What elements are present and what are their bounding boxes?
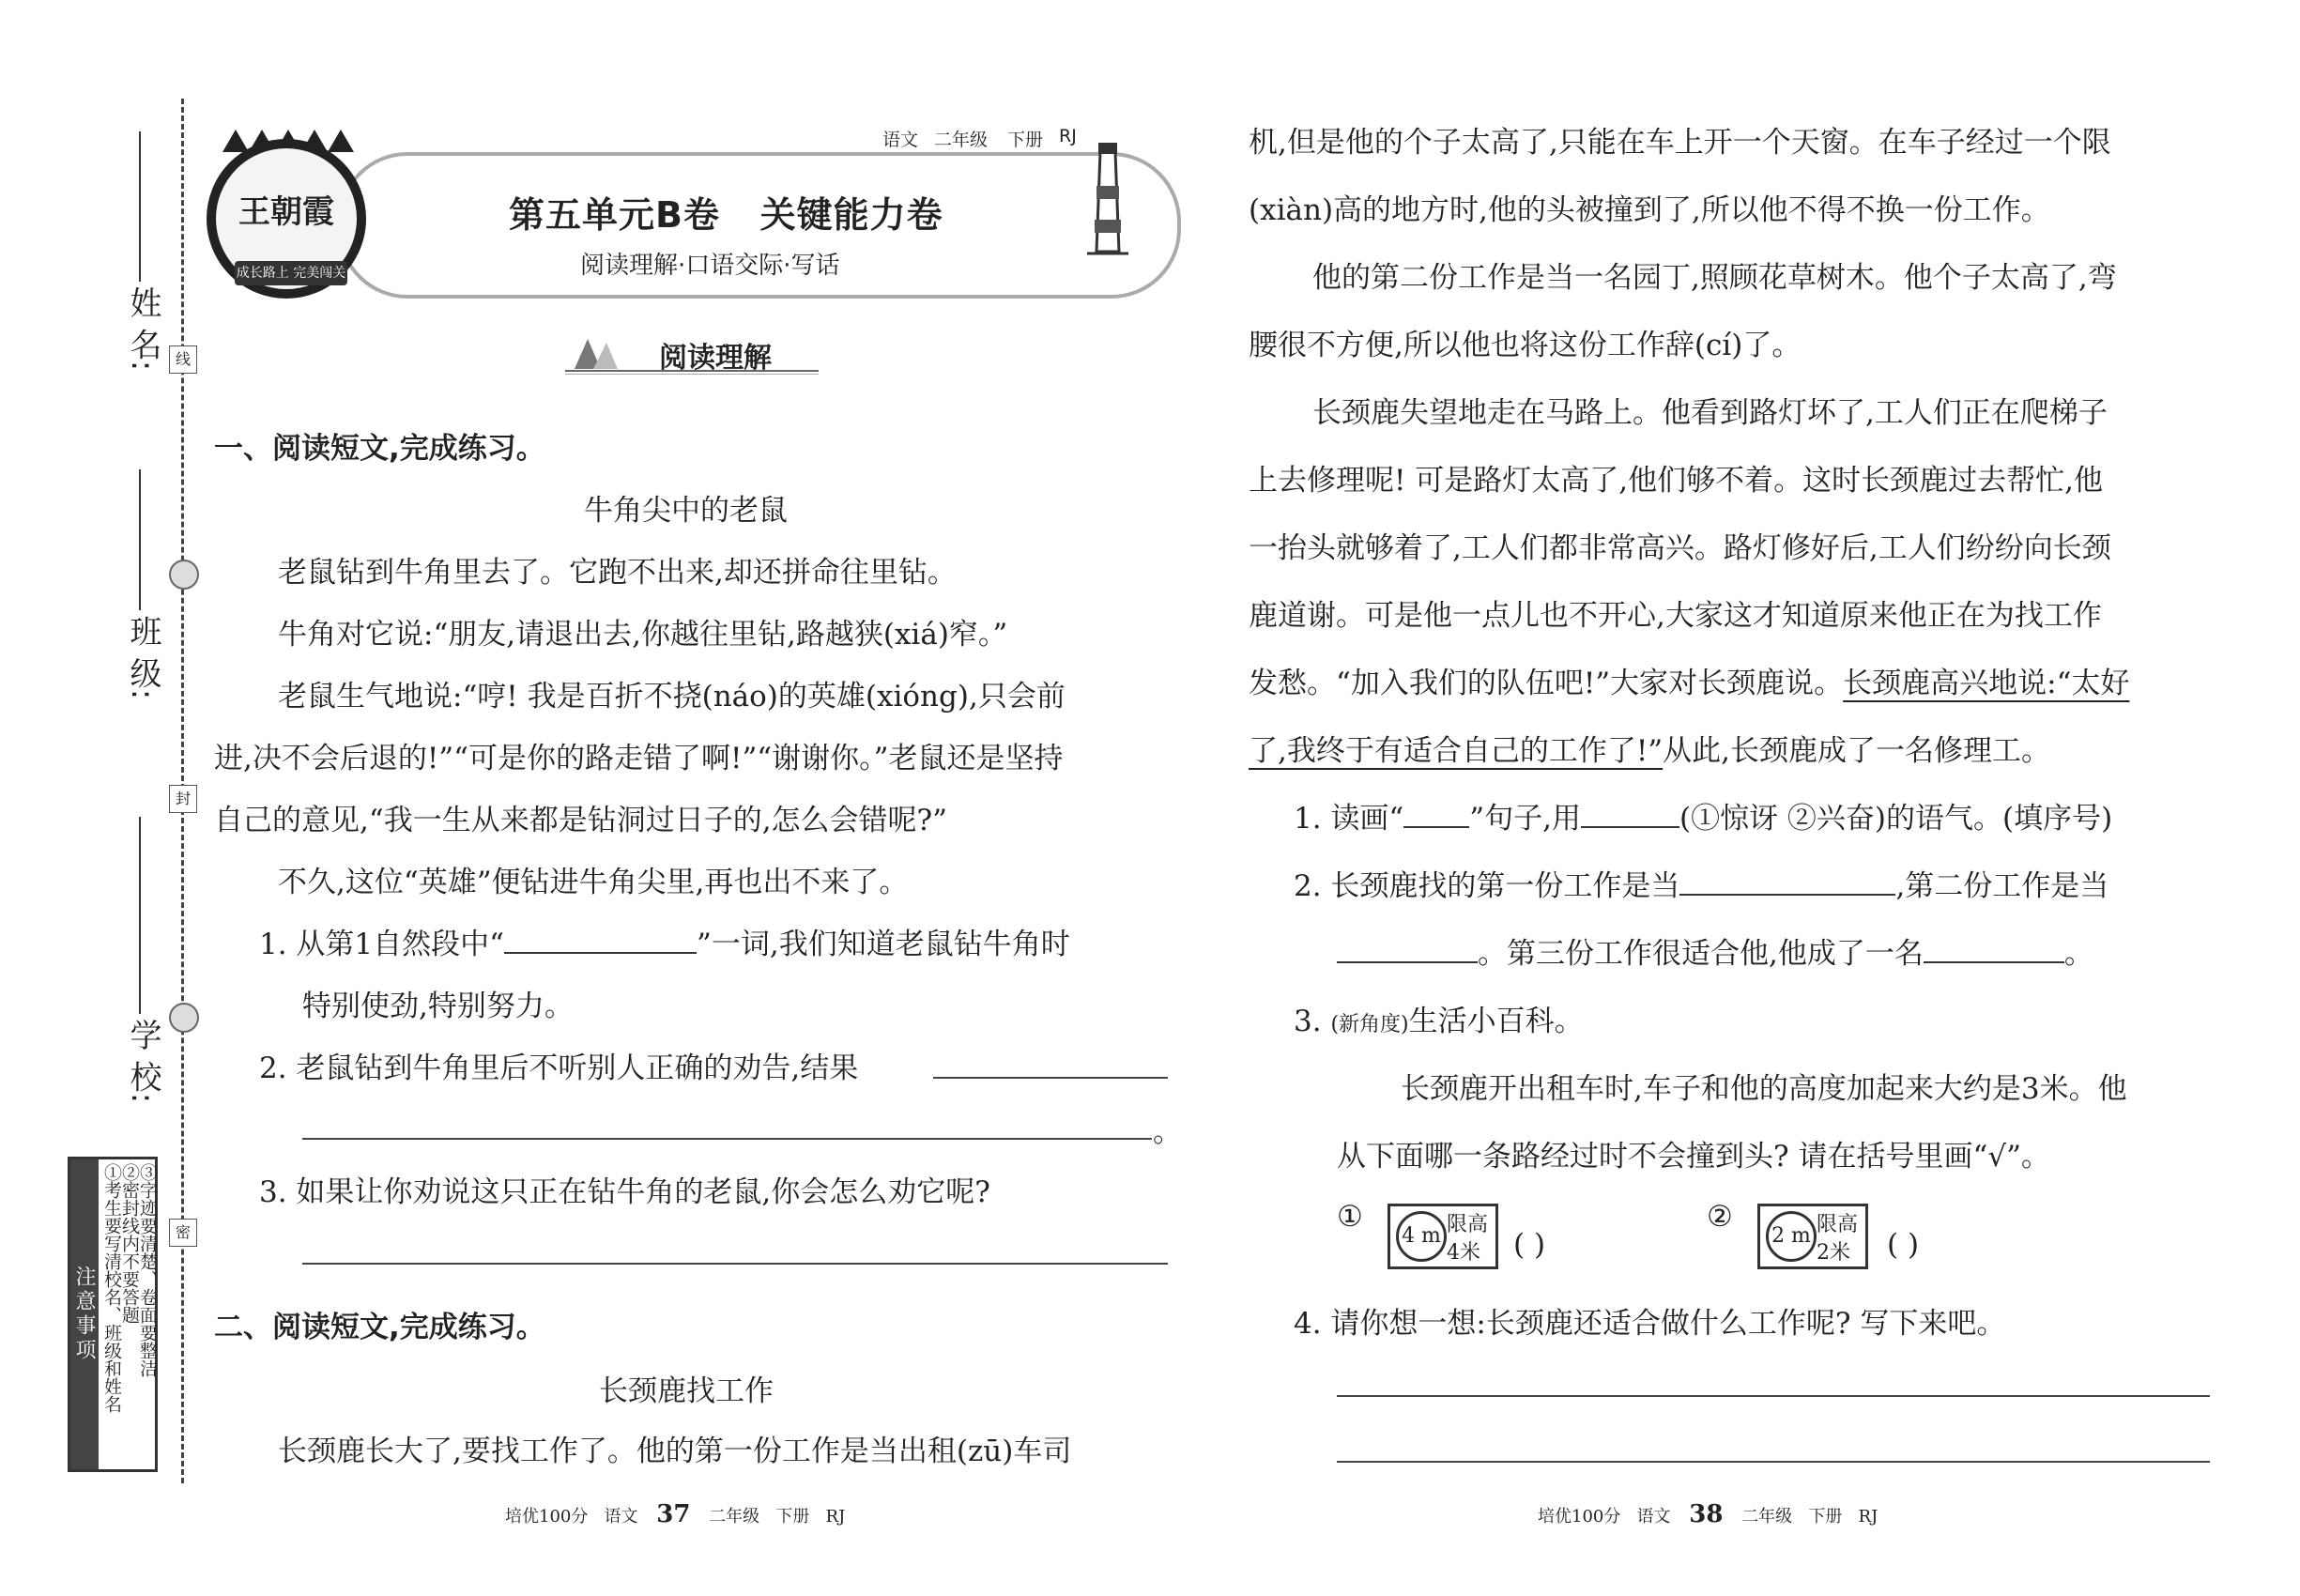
notice-box	[68, 1157, 158, 1472]
r-question-2-cont	[1337, 929, 2093, 972]
class-label: 班 级:	[124, 615, 161, 700]
sign-label: 限高	[1447, 1213, 1489, 1236]
story2-line: 他的第二份工作是当一名园丁,照顾花草树木。他个子太高了,弯	[1312, 261, 2117, 295]
page-number: 38	[1689, 1500, 1724, 1528]
underlined-sentence: 了,我终于有适合自己的工作了!”	[1249, 734, 1664, 768]
r-question-4: 4. 请你想一想:长颈鹿还适合做什么工作呢? 写下来吧。	[1294, 1307, 2006, 1341]
story2-line: 长颈鹿失望地走在马路上。他看到路灯坏了,工人们正在爬梯子	[1312, 396, 2108, 430]
notice-line: ②密封线内不要答题	[119, 1163, 140, 1324]
q3-tag: (新角度)	[1330, 1013, 1409, 1036]
answer-blank[interactable]	[1581, 798, 1679, 828]
logo-text: 王朝霞	[238, 193, 334, 231]
name-line	[139, 131, 141, 282]
sign-circle: 2 m	[1766, 1211, 1817, 1262]
r-question-2	[1294, 862, 2108, 904]
question-2-end: 。	[1153, 1115, 1182, 1149]
story1-line: 老鼠生气地说:“哼! 我是百折不挠(náo)的英雄(xióng),只会前	[278, 680, 1066, 714]
r-question-2-text: 2. 长颈鹿找的第一份工作是当	[1294, 869, 1680, 903]
footer-text: 培优100分 语文	[1538, 1507, 1671, 1527]
name-label: 姓 名:	[124, 286, 161, 372]
q3-paragraph: 长颈鹿开出租车时,车子和他的高度加起来大约是3米。他	[1401, 1072, 2127, 1106]
question-1-text: 1. 从第1自然段中“	[259, 928, 505, 961]
notice-title: 注意事项	[70, 1159, 99, 1469]
question-3: 3. 如果让你劝说这只正在钻牛角的老鼠,你会怎么劝它呢?	[259, 1175, 990, 1209]
sign-label: 限高	[1817, 1213, 1859, 1236]
meta-edition: RJ	[1059, 126, 1077, 146]
height-limit-sign-4m	[1388, 1204, 1498, 1269]
banner-reading: 阅读理解	[659, 342, 772, 375]
answer-blank[interactable]	[504, 924, 697, 954]
option-1-number: ①	[1337, 1200, 1363, 1234]
story1-title: 牛角尖中的老鼠	[584, 494, 788, 528]
r-question-1-text: (①惊讶 ②兴奋)的语气。(填序号)	[1679, 802, 2113, 836]
story1-line: 不久,这位“英雄”便钻进牛角尖里,再也出不来了。	[278, 866, 909, 899]
q3-paragraph: 从下面哪一条路经过时不会撞到头? 请在括号里画“√”。	[1337, 1140, 2050, 1174]
height-limit-sign-2m	[1757, 1204, 1868, 1269]
seal-mark-xian: 线	[169, 345, 197, 374]
question-1-cont: 特别使劲,特别努力。	[302, 990, 574, 1023]
footer-right	[1538, 1500, 1878, 1528]
underlined-sentence: 长颈鹿高兴地说:“太好	[1843, 667, 2130, 700]
answer-line[interactable]	[933, 1077, 1168, 1079]
footer-text: 二年级 下册 RJ	[709, 1507, 846, 1527]
answer-line[interactable]	[1337, 1461, 2210, 1463]
r-question-2-text: 。第三份工作很适合他,他成了一名	[1478, 937, 1924, 971]
page-title: 第五单元B卷 关键能力卷	[509, 194, 943, 236]
story2-line: 机,但是他的个子太高了,只能在车上开一个天窗。在车子经过一个限	[1249, 126, 2111, 160]
story2-line	[1249, 727, 2050, 769]
section-2-heading: 二、阅读短文,完成练习。	[214, 1311, 545, 1344]
r-question-2-text: 。	[2063, 937, 2093, 971]
question-1	[259, 920, 1070, 962]
question-1-text: ”一词,我们知道老鼠钻牛角时	[697, 928, 1070, 961]
school-line	[139, 817, 141, 1014]
seal-mark-mi: 密	[169, 1219, 197, 1247]
story2-line: (xiàn)高的地方时,他的头被撞到了,所以他不得不换一份工作。	[1249, 193, 2050, 227]
page-subtitle: 阅读理解·口语交际·写话	[580, 252, 840, 280]
story2-line	[1249, 659, 2129, 701]
r-question-3	[1294, 997, 1584, 1039]
story2-line: 上去修理呢! 可是路灯太高了,他们够不着。这时长颈鹿过去帮忙,他	[1249, 464, 2104, 498]
answer-blank[interactable]	[1679, 866, 1895, 896]
sign-value: 2米	[1817, 1241, 1850, 1265]
sign-circle: 4 m	[1396, 1211, 1447, 1262]
story2-text: 从此,长颈鹿成了一名修理工。	[1663, 734, 2051, 768]
answer-parens[interactable]: ( )	[1887, 1228, 1920, 1262]
story1-line: 自己的意见,“我一生从来都是钻洞过日子的,怎么会错呢?”	[214, 804, 948, 837]
story1-line: 进,决不会后退的!”“可是你的路走错了啊!”“谢谢你。”老鼠还是坚持	[214, 742, 1064, 775]
answer-line[interactable]	[302, 1263, 1168, 1265]
answer-line[interactable]	[1337, 1395, 2210, 1397]
r-question-1	[1294, 794, 2112, 836]
sign-value: 4米	[1447, 1241, 1480, 1265]
lighthouse-icon	[1081, 139, 1134, 257]
story2-line: 长颈鹿长大了,要找工作了。他的第一份工作是当出租(zū)车司	[278, 1435, 1072, 1468]
q3-text: 生活小百科。	[1408, 1005, 1584, 1038]
option-2-number: ②	[1707, 1200, 1733, 1234]
answer-blank[interactable]	[1924, 933, 2064, 963]
meta-subject: 语文	[882, 130, 919, 150]
story2-title: 长颈鹿找工作	[599, 1374, 774, 1408]
answer-blank[interactable]	[1337, 933, 1478, 963]
school-label: 学 校:	[124, 1019, 161, 1104]
answer-parens[interactable]: ( )	[1513, 1228, 1546, 1262]
notice-line: ①考生要写清校名、班级和姓名	[101, 1163, 122, 1413]
footer-text: 二年级 下册 RJ	[1741, 1507, 1878, 1527]
class-line	[139, 469, 141, 610]
r-question-1-text: 1. 读画“	[1294, 802, 1404, 836]
binding-hole	[169, 560, 199, 590]
r-question-1-text: ”句子,用	[1469, 802, 1581, 836]
meta-volume: 下册	[1007, 130, 1044, 150]
story2-text: 发愁。“加入我们的队伍吧!”大家对长颈鹿说。	[1249, 667, 1844, 700]
story1-line: 牛角对它说:“朋友,请退出去,你越往里钻,路越狭(xiá)窄。”	[278, 618, 1008, 652]
notice-line: ③字迹要清楚、卷面要整洁	[137, 1163, 158, 1377]
seal-mark-feng: 封	[169, 785, 197, 813]
binding-hole	[169, 1003, 199, 1033]
answer-blank[interactable]	[1403, 798, 1469, 828]
answer-line[interactable]	[302, 1138, 1152, 1140]
page-number: 37	[656, 1500, 691, 1528]
logo-ribbon: 成长路上 完美闯关	[235, 261, 347, 285]
q3-number: 3.	[1294, 1005, 1322, 1038]
story1-line: 老鼠钻到牛角里去了。它跑不出来,却还拼命往里钻。	[278, 556, 957, 590]
footer-text: 培优100分 语文	[505, 1507, 638, 1527]
story2-line: 鹿道谢。可是他一点儿也不开心,大家这才知道原来他正在为找工作	[1249, 599, 2102, 633]
section-1-heading: 一、阅读短文,完成练习。	[214, 432, 545, 466]
r-question-2-text: ,第二份工作是当	[1895, 869, 2109, 903]
question-2: 2. 老鼠钻到牛角里后不听别人正确的劝告,结果	[259, 1051, 859, 1085]
story2-line: 一抬头就够着了,工人们都非常高兴。路灯修好后,工人们纷纷向长颈	[1249, 531, 2111, 565]
meta-grade: 二年级	[934, 130, 989, 150]
story2-line: 腰很不方便,所以他也将这份工作辞(cí)了。	[1249, 329, 1802, 362]
footer-left	[505, 1500, 845, 1528]
